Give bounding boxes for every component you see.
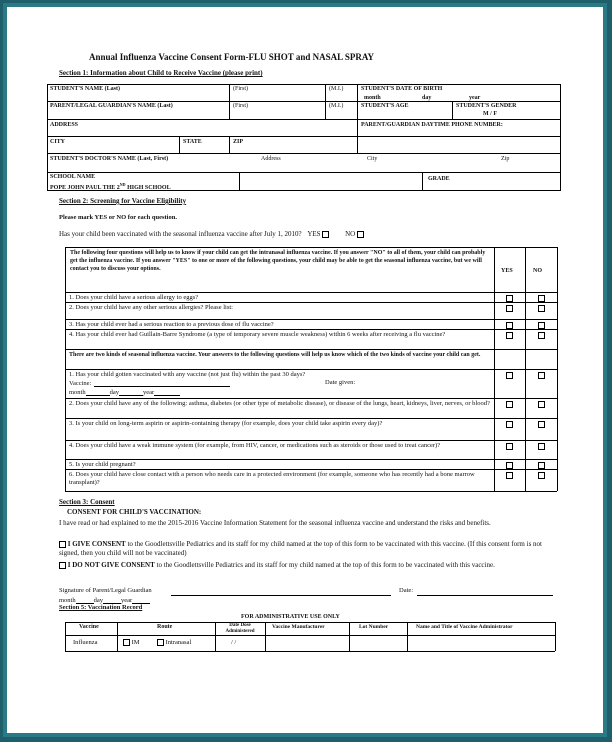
col-route: Route (157, 624, 173, 630)
r2-text: 2. Does your child have any of the following: asthma, diabetes (or other type of metabolic disease), or disease of the lungs, heart, kidneys, liver, nerves, or blood? (69, 400, 490, 407)
dob-month: month (364, 95, 381, 101)
student-mi-label: (M.I.) (329, 86, 344, 92)
student-first-label: (First) (233, 86, 248, 92)
r1-date-field[interactable]: month day year (69, 388, 180, 396)
q4-text: 4. Has your child ever had Guillain-Barre Syndrome (a type of temporary severe muscle weakness) within 6 weeks after receiving a flu vaccine? (69, 331, 446, 338)
q2-no-checkbox[interactable] (538, 305, 545, 312)
state-label: STATE (183, 139, 202, 145)
section1-heading: Section 1: Information about Child to Receive Vaccine (please print) (59, 69, 263, 77)
age-label: STUDENT'S AGE (361, 103, 409, 109)
prior-yes-checkbox[interactable] (322, 231, 329, 238)
signature-date-fields[interactable]: month day year (59, 596, 150, 604)
r2-yes-checkbox[interactable] (506, 401, 513, 408)
col-date: Date Dose Administered (225, 623, 255, 634)
guardian-name-label: PARENT/LEGAL GUARDIAN'S NAME (Last) (50, 103, 173, 109)
col-vaccine: Vaccine (79, 624, 99, 630)
col-no: NO (533, 268, 542, 274)
r4-no-checkbox[interactable] (538, 443, 545, 450)
guardian-mi-label: (M.I.) (329, 103, 344, 109)
form-page (7, 7, 603, 733)
col-lot: Lot Number (359, 624, 389, 630)
date-line[interactable] (417, 595, 553, 596)
record-date-field[interactable]: / / (231, 639, 237, 646)
q3-no-checkbox[interactable] (538, 322, 545, 329)
no-consent-text: I DO NOT GIVE CONSENT to the Goodlettsville Pediatrics and its staff for my child named at the top of this form to be vaccinated with this vaccine. (59, 561, 559, 570)
prior-vaccine-question: Has your child been vaccinated with the seasonal influenza vaccine after July 1, 2010? YES NO (59, 230, 364, 238)
address-label: ADDRESS (50, 122, 79, 128)
q4-no-checkbox[interactable] (538, 332, 545, 339)
r6-yes-checkbox[interactable] (506, 472, 513, 479)
give-consent-checkbox[interactable] (59, 541, 66, 548)
doctor-label: STUDENT'S DOCTOR'S NAME (Last, First) (50, 156, 169, 162)
r5-text: 5. Is your child pregnant? (69, 461, 136, 468)
route-intranasal-checkbox[interactable] (157, 639, 164, 646)
prior-no-checkbox[interactable] (357, 231, 364, 238)
give-consent-text: I GIVE CONSENT to the Goodlettsville Pediatrics and its staff for my child named at the top of this form to be vaccinated with this vaccine. (If this consent form is not signed, then you child will not be vaccinated) (59, 540, 542, 557)
r4-yes-checkbox[interactable] (506, 443, 513, 450)
route-im-option[interactable]: IM (123, 639, 140, 646)
no-consent-checkbox[interactable] (59, 562, 66, 569)
r4-text: 4. Does your child have a weak immune system (for example, from HIV, cancer, or medications such as steroids or those used to treat cancer)? (69, 442, 441, 449)
q1-no-checkbox[interactable] (538, 295, 545, 302)
phone-label: PARENT/GUARDIAN DAYTIME PHONE NUMBER: (361, 122, 503, 128)
q4-yes-checkbox[interactable] (506, 332, 513, 339)
grade-label: GRADE (428, 176, 450, 182)
school-name-label: SCHOOL NAME (50, 174, 96, 180)
form-title: Annual Influenza Vaccine Consent Form-FLU SHOT and NASAL SPRAY (89, 52, 375, 62)
record-vaccine: Influenza (73, 639, 98, 646)
r5-yes-checkbox[interactable] (506, 462, 513, 469)
gender-label: STUDENT'S GENDER (456, 103, 517, 109)
consent-subheading: CONSENT FOR CHILD'S VACCINATION: (67, 508, 202, 516)
dob-year: year (469, 95, 481, 101)
date-label: Date: (399, 587, 414, 594)
r3-yes-checkbox[interactable] (506, 421, 513, 428)
screening-intro2: There are two kinds of seasonal influenza vaccine. Your answers to the following questions will help us know which of the two kinds of vaccine your child can get. (69, 352, 481, 358)
r6-no-checkbox[interactable] (538, 472, 545, 479)
q3-text: 3. Has your child ever had a serious reaction to a previous dose of flu vaccine? (69, 321, 274, 328)
dob-day: day (422, 95, 432, 101)
admin-only-label: FOR ADMINISTRATIVE USE ONLY (241, 614, 340, 620)
route-intranasal-option[interactable]: Intranasal (157, 639, 191, 646)
signature-label: Signature of Parent/Legal Guardian (59, 587, 152, 594)
section2-instruction: Please mark YES or NO for each question. (59, 214, 177, 221)
r1-yes-checkbox[interactable] (506, 372, 513, 379)
city-label: CITY (50, 139, 66, 145)
doctor-city-label: City (367, 156, 378, 162)
zip-label: ZIP (233, 139, 244, 145)
doctor-address-label: Address (261, 156, 281, 162)
r1-no-checkbox[interactable] (538, 372, 545, 379)
r3-no-checkbox[interactable] (538, 421, 545, 428)
r3-text: 3. Is your child on long-term aspirin or aspirin-containing therapy (for example, does your child take aspirin every day)? (69, 420, 383, 427)
gender-options[interactable]: M / F (483, 111, 497, 117)
r1-vaccine-field[interactable] (94, 379, 230, 387)
consent-p1: I have read or had explained to me the 2015-2016 Vaccine Information Statement for the seasonal influenza vaccine and understand the risks and benefits. (59, 519, 491, 527)
section5-heading: Section 5: Vaccination Record (59, 604, 143, 611)
r5-no-checkbox[interactable] (538, 462, 545, 469)
r1-text: 1. Has your child gotten vaccinated with any vaccine (not just flu) within the past 30 days? (69, 371, 306, 378)
dob-label: STUDENT'S DATE OF BIRTH (361, 86, 443, 92)
r2-no-checkbox[interactable] (538, 401, 545, 408)
q1-text: 1. Does your child have a serious allergy to eggs? (69, 294, 199, 301)
q3-yes-checkbox[interactable] (506, 322, 513, 329)
col-yes: YES (501, 268, 513, 274)
section2-heading: Section 2: Screening for Vaccine Eligibility (59, 197, 187, 205)
school-name-value: POPE JOHN PAUL THE 2ND HIGH SCHOOL (50, 182, 171, 191)
screening-intro: The following four questions will help us to know if your child can get the intranasal influenza vaccine. If you answer "NO" to all of them, your child can probably get the influenza vaccine. If you answer "YES" to one or more of the following questions, your child may be able to get the seasonal influenza vaccine, but we will contact you to discuss your options. (70, 250, 486, 272)
r1-date-label: Date given: (325, 379, 356, 386)
doctor-zip-label: Zip (501, 156, 510, 162)
guardian-first-label: (First) (233, 103, 248, 109)
student-name-label: STUDENT'S NAME (Last) (50, 86, 121, 92)
r1-vaccine-label: Vaccine: (69, 379, 230, 387)
section3-heading: Section 3: Consent (59, 498, 115, 506)
col-administrator: Name and Title of Vaccine Administrator (416, 624, 513, 630)
route-im-checkbox[interactable] (123, 639, 130, 646)
col-manufacturer: Vaccine Manufacturer (272, 624, 325, 630)
student-first-field[interactable] (229, 87, 325, 100)
q1-yes-checkbox[interactable] (506, 295, 513, 302)
q2-yes-checkbox[interactable] (506, 305, 513, 312)
r6-text: 6. Does your child have close contact with a person who needs care in a protected environment (for example, someone who has recently had a bone marrow transplant)? (69, 471, 475, 486)
q2-text: 2. Does your child have any other serious allergies? Please list: (69, 304, 233, 311)
signature-line[interactable] (171, 595, 391, 596)
